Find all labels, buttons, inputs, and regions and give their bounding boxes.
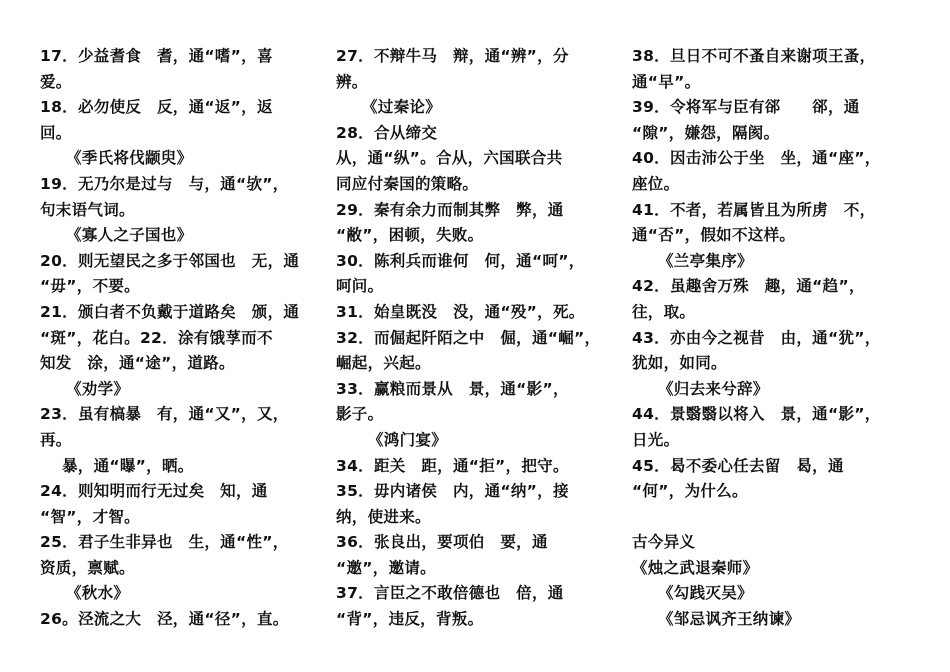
text-line: 回。 (40, 123, 72, 142)
text-line: 崛起，兴起。 (336, 354, 431, 373)
text-line: 同应付秦国的策略。 (336, 174, 479, 193)
text-line: 24．则知明而行无过矣 知，通 (40, 482, 268, 501)
text-line: “毋”，不要。 (40, 277, 140, 296)
section-title: 《归去来兮辞》 (658, 379, 769, 398)
text-line: 犹如，如同。 (632, 354, 727, 373)
text-line: 18．必勿使反 反，通“返”，返 (40, 98, 273, 117)
text-line: 27．不辩牛马 辩，通“辨”，分 (336, 47, 569, 65)
text-column-2 (336, 44, 621, 633)
text-line: 20．则无望民之多于邻国也 无，通 (40, 251, 300, 270)
section-title: 《鸿门宴》 (368, 430, 448, 449)
text-line: 爱。 (40, 72, 72, 91)
text-line: 36．张良出，要项伯 要，通 (336, 533, 548, 552)
section-title: 《勾践灭吴》 (658, 584, 753, 603)
text-line: 座位。 (632, 174, 680, 193)
section-title: 《劝学》 (66, 379, 130, 398)
text-line: 17．少益耆食 耆，通“嗜”，喜 (40, 47, 273, 65)
text-line: 32．而倔起阡陌之中 倔，通“崛”， (336, 328, 601, 347)
text-line: 29．秦有余力而制其弊 弊，通 (336, 200, 564, 219)
section-title: 《寡人之子国也》 (66, 226, 193, 245)
text-line: 从，通“纵”。合从，六国联合共 (336, 149, 563, 168)
text-line: 44．景翳翳以将入 景，通“影”， (632, 405, 881, 424)
text-line: 34．距关 距，通“拒”，把守。 (336, 456, 569, 475)
text-line: 句末语气词。 (40, 200, 135, 219)
text-line: 辨。 (336, 72, 368, 91)
text-line: 26。泾流之大 泾，通“径”，直。 (40, 610, 289, 629)
text-line: “邀”，邀请。 (336, 558, 436, 577)
text-column-3 (632, 44, 922, 633)
text-line: 影子。 (336, 405, 384, 424)
text-line: “敝”，困顿，失败。 (336, 226, 484, 245)
text-line: 37．言臣之不敢倍德也 倍，通 (336, 584, 564, 603)
text-line: 43．亦由今之视昔 由，通“犹”， (632, 328, 881, 347)
text-line: 21．颁白者不负戴于道路矣 颁，通 (40, 302, 300, 321)
text-line: “斑”，花白。22．涂有饿莩而不 (40, 328, 273, 347)
text-line: 通“否”，假如不这样。 (632, 226, 796, 245)
text-line: 19．无乃尔是过与 与，通“欤”， (40, 174, 289, 193)
section-title: 《季氏将伐颛臾》 (66, 149, 193, 168)
section-title: 《邹忌讽齐王纳谏》 (658, 610, 801, 629)
text-line: 35．毋内诸侯 内，通“纳”，接 (336, 482, 569, 501)
text-line: 33．赢粮而景从 景，通“影”， (336, 379, 569, 398)
text-line: “智”，才智。 (40, 507, 140, 526)
text-line: 呵问。 (336, 277, 384, 296)
text-line: 28．合从缔交 (336, 123, 438, 142)
text-line: 41．不者，若属皆且为所虏 不， (632, 200, 876, 219)
section-title: 《过秦论》 (362, 98, 442, 117)
section-title: 《烛之武退秦师》 (632, 558, 759, 577)
text-line: “何”，为什么。 (632, 482, 748, 501)
text-line: 25．君子生非异也 生，通“性”， (40, 533, 289, 552)
text-line: 42．虽趣舍万殊 趣，通“趋”， (632, 277, 865, 296)
text-line: 通“早”。 (632, 72, 701, 91)
section-title: 《兰亭集序》 (658, 251, 753, 270)
text-line: 日光。 (632, 430, 680, 449)
text-line: 再。 (40, 430, 72, 449)
text-line: 知发 涂，通“途”，道路。 (40, 354, 235, 373)
text-line: 45．曷不委心任去留 曷，通 (632, 456, 844, 475)
text-line: 31．始皇既没 没，通“殁”，死。 (336, 302, 585, 321)
text-line: 暴，通“曝”，晒。 (62, 456, 194, 475)
section-heading: 古今异义 (632, 533, 696, 552)
text-line: 往，取。 (632, 302, 696, 321)
text-line: 38．旦日不可不蚤自来谢项王蚤， (632, 47, 876, 65)
text-line: 23．虽有槁暴 有，通“又”，又， (40, 405, 289, 424)
text-line: 40．因击沛公于坐 坐，通“座”， (632, 149, 881, 168)
text-line: 30．陈利兵而谁何 何，通“呵”， (336, 251, 585, 270)
text-line: “背”，违反，背叛。 (336, 610, 484, 629)
text-line: 39．令将军与臣有郤 郤，通 (632, 98, 860, 117)
text-line: 纳，使进来。 (336, 507, 431, 526)
text-line: 资质，禀赋。 (40, 558, 135, 577)
text-line: “隙”，嫌怨，隔阂。 (632, 123, 780, 142)
section-title: 《秋水》 (66, 584, 130, 603)
blank-line (632, 505, 922, 531)
text-column-1 (40, 44, 320, 633)
